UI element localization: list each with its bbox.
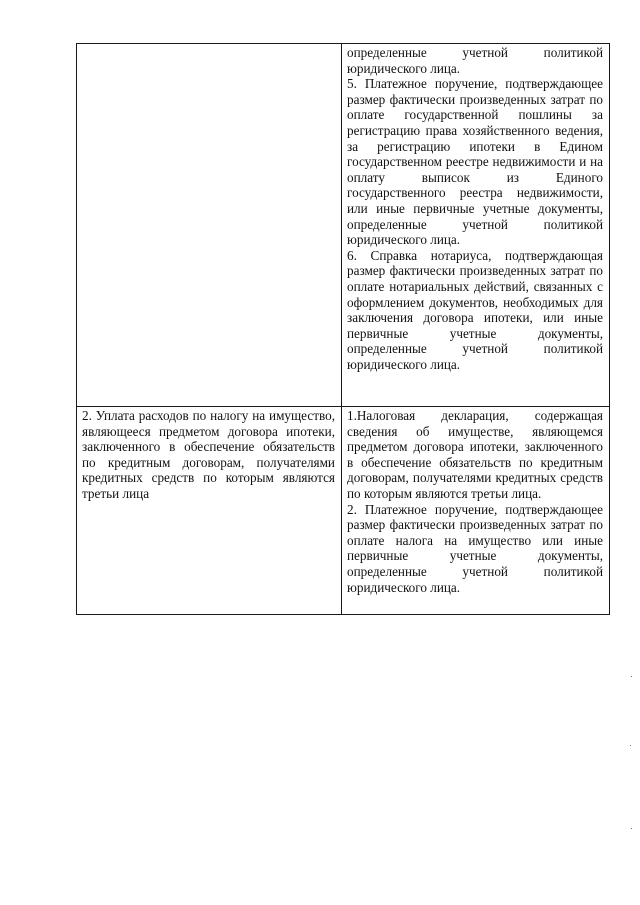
table-row xyxy=(77,407,610,615)
table-cell-left xyxy=(77,407,342,615)
paragraph: 5. Платежное поручение, подтверждающее размер фактически произведенных затрат по оплате государственной пошлины за регистрацию права хозяйственного ведения, за регистрацию ипотеки в Едином государственном реестре недвижимости и на оплату выписок из Единого государственного реестра недвижимости, или иные первичные учетные документы, определенные учетной политикой юридического лица. xyxy=(347,76,603,248)
paragraph: определенные учетной политикой юридического лица. xyxy=(347,45,603,76)
table-cell-right xyxy=(342,44,610,407)
scan-speck xyxy=(630,745,631,746)
paragraph: 2. Платежное поручение, подтверждающее размер фактически произведенных затрат по оплате налога на имущество или иные первичные учетные документы, определенные учетной политикой юридического лица. xyxy=(347,501,603,595)
paragraph: 6. Справка нотариуса, подтверждающая размер фактически произведенных затрат по оплате нотариальных действий, связанных с оформлением документов, необходимых для заключения договора ипотеки, или иные первичные учетные документы, определенные учетной политикой юридического лица. xyxy=(347,247,603,372)
scan-speck xyxy=(631,828,632,829)
paragraph: 1.Налоговая декларация, содержащая сведения об имуществе, являющемся предметом договора ипотеки, заключенного в обеспечение обязательств по кредитным договорам, получателями кредитных средств по которым являются третьи лица. xyxy=(347,408,603,501)
cell-text: 2. Уплата расходов по налогу на имущество, являющееся предметом договора ипотеки, заключенного в обеспечение обязательств по кредитным договорам, получателями кредитных средств по которым являются третьи лица xyxy=(82,408,335,501)
table-cell-left xyxy=(77,44,342,407)
document-table xyxy=(76,43,610,615)
table-cell-right xyxy=(342,407,610,615)
scan-speck xyxy=(631,676,632,677)
table-row xyxy=(77,44,610,407)
